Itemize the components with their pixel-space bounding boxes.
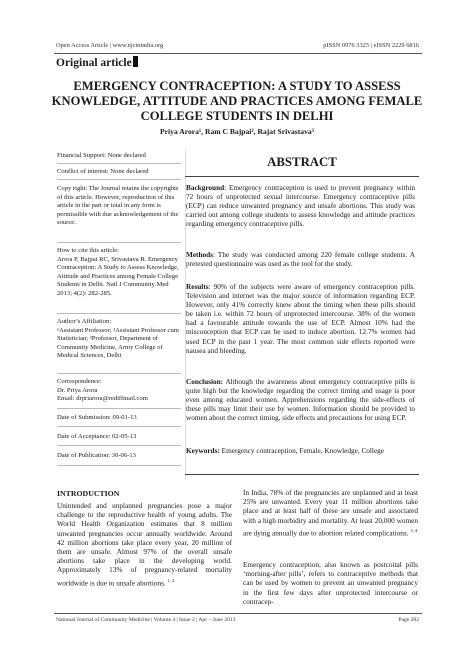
financial-support [57, 152, 181, 161]
article-type-marker [133, 56, 138, 67]
introduction-paragraph-2 [243, 489, 418, 538]
date-of-submission [57, 414, 181, 423]
financial-support-label: Financial Support: [57, 152, 106, 159]
footer-divider [54, 613, 422, 614]
intro-col1-refs: 1, 2 [167, 577, 175, 583]
conflict-label: Conflict of interest: [57, 168, 109, 175]
citation-block [57, 247, 181, 299]
page-number: Page 282 [398, 617, 419, 623]
submission-label: Date of Submission: [57, 414, 111, 421]
correspondence-name: Dr. Priya Arora [57, 386, 98, 394]
affiliation-label: Author’s Affiliation: [57, 318, 112, 325]
keywords-text: Emergency contraception, Female, Knowledge, College [219, 447, 384, 455]
intro-col2-p1-text: In India, 78% of the pregnancies are unplanned and at least 25% are unwanted. Every year 11 million abortions take place and at least half of these are unsafe and associated with a high morbidity and mortality. At least 20,000 women are dying annually due to abortion related complications. [243, 489, 418, 538]
sidebar-divider [57, 465, 181, 466]
article-type-label: Original article [56, 57, 132, 69]
keywords-label: Keywords: [186, 447, 220, 455]
introduction-heading: INTRODUCTION [57, 489, 120, 498]
citation-label: How to cite this article: [57, 247, 119, 254]
sidebar-divider [57, 313, 181, 314]
methods-label: Methods [186, 251, 213, 259]
abstract-results [186, 283, 415, 356]
sidebar-divider [57, 445, 181, 446]
article-type [56, 56, 138, 69]
copyright-value: The Journal retains the copyrights of this article. However, reproduction of this article in the part or total in any form is permissible with due acknowledgement of the source. [57, 185, 179, 227]
conflict-value: None declared [110, 168, 149, 175]
journal-header-issn: pISSN 0976 3325 | eISSN 2229 6816 [323, 42, 419, 49]
abstract-top-rule [185, 176, 419, 177]
acceptance-label: Date of Acceptance: [57, 433, 111, 440]
abstract-background [186, 184, 415, 229]
article-title: EMERGENCY CONTRACEPTION: A STUDY TO ASSESS KNOWLEDGE, ATTITUDE AND PRACTICES AMONG FEMALE COLLEGE STUDENTS IN DELHI [51, 79, 423, 123]
acceptance-value: 02-05-13 [112, 433, 137, 440]
correspondence-label: Correspondence: [57, 378, 102, 385]
sidebar-divider [57, 242, 181, 243]
sidebar-divider [57, 373, 181, 374]
abstract-bottom-rule [185, 474, 419, 475]
abstract-methods [186, 251, 415, 269]
publication-label: Date of Publication: [57, 452, 111, 459]
date-of-acceptance [57, 433, 181, 442]
abstract-conclusion [186, 378, 415, 423]
sidebar-divider [57, 408, 181, 409]
methods-text: : The study was conducted among 220 female college students. A pretested questionnaire was used as the tool for the study. [186, 251, 415, 269]
intro-col2-p1-refs: 3, 4 [410, 527, 418, 533]
sidebar-divider [57, 179, 181, 180]
abstract-keywords [186, 447, 415, 456]
results-label: Results [186, 283, 209, 291]
introduction-paragraph-3: Emergency contraception, also known as postcoital pills ‘morning-after pills’, refers to contraceptive methods that can be used by women to prevent an unwanted pregnancy in the first few days after unprotected intercourse or contracep- [243, 561, 418, 606]
abstract-heading: ABSTRACT [267, 155, 337, 169]
conclusion-label: Conclusion: [186, 378, 224, 386]
financial-support-value: None declared [107, 152, 146, 159]
background-label: Background [186, 184, 225, 192]
conflict-of-interest [57, 168, 181, 177]
copyright-note [57, 185, 181, 228]
date-of-publication [57, 452, 181, 461]
affiliation-text: ¹Assistant Professor; ²Assistant Professor cum Statistician; ³Professor, Department of Community Medicine, Army College of Medical Sciences, Delhi [57, 326, 179, 360]
results-text: : 90% of the subjects were aware of emergency contraception pills. Television and internet was the major source of information regarding ECP. However, only 41% correctly knew about the timing when these pills should be taken i.e. within 72 hours of unprotected intercourse. 38% of the women had a favourable attitude towards the use of ECP. Almost 10% had the misconception that ECP can be used to induce abortion. 12.7% women had used ECP in the past 1 year. The most common side effects reported were nausea and bleeding. [186, 283, 415, 355]
submission-value: 09-01-13 [112, 414, 137, 421]
citation-text: Arora P, Bajpai RC, Srivastava R. Emergency Contraception: A Study to Assess Knowledge, Attitude and Practices among Female College Students in Delhi. Natl J Community Med 2013; 4(2): 282-285. [57, 255, 179, 297]
journal-footer: National Journal of Community Medicine | Volume 4 | Issue 2 | Apr – June 2013 [56, 617, 236, 623]
correspondence-block [57, 378, 181, 404]
conclusion-text: Although the awareness about emergency contraceptive pills is quite high but the knowledge regarding the correct timing and usage is poor even among educated women. Apprehensions regarding the side-effects of these pills may limit their use by women. Information should be provided to women about the correct timing, side effects and precautions for using ECP. [186, 378, 415, 423]
introduction-paragraph-1 [57, 502, 232, 588]
background-text: : Emergency contraception is used to prevent pregnancy within 72 hours of unprotected sexual intercourse. Emergency contraceptive pills (ECP) can reduce unwanted pregnancy and unsafe abortions. This study was carried out among college students to assess knowledge and attitude practices regarding emergency contraceptive pills. [186, 184, 415, 229]
publication-value: 30-06-13 [111, 452, 136, 459]
sidebar-divider [57, 163, 181, 164]
copyright-label: Copy right: [57, 185, 88, 192]
journal-header-left: Open Access Article | www.njcmindia.org [56, 42, 164, 49]
affiliation-block [57, 318, 181, 361]
intro-col1-text: Unintended and unplanned pregnancies pose a major challenge to the reproductive health of young adults. The World Health Organization estimates that 8 million unwanted pregnancies occur annually worldwide. Around 42 million abortions take place every year, 20 million of them are unsafe. Almost 97% of the overall unsafe abortions take place in the developing world. Approximately 13% of pregnancy-related mortality worldwide is due to unsafe abortions. [57, 502, 232, 588]
header-divider [54, 53, 422, 54]
author-list: Priya Arora¹, Ram C Bajpai², Rajat Srivastava³ [160, 127, 314, 136]
correspondence-email: Email: drpriarora@rediffmail.com [57, 395, 148, 403]
sidebar-divider [57, 426, 181, 427]
